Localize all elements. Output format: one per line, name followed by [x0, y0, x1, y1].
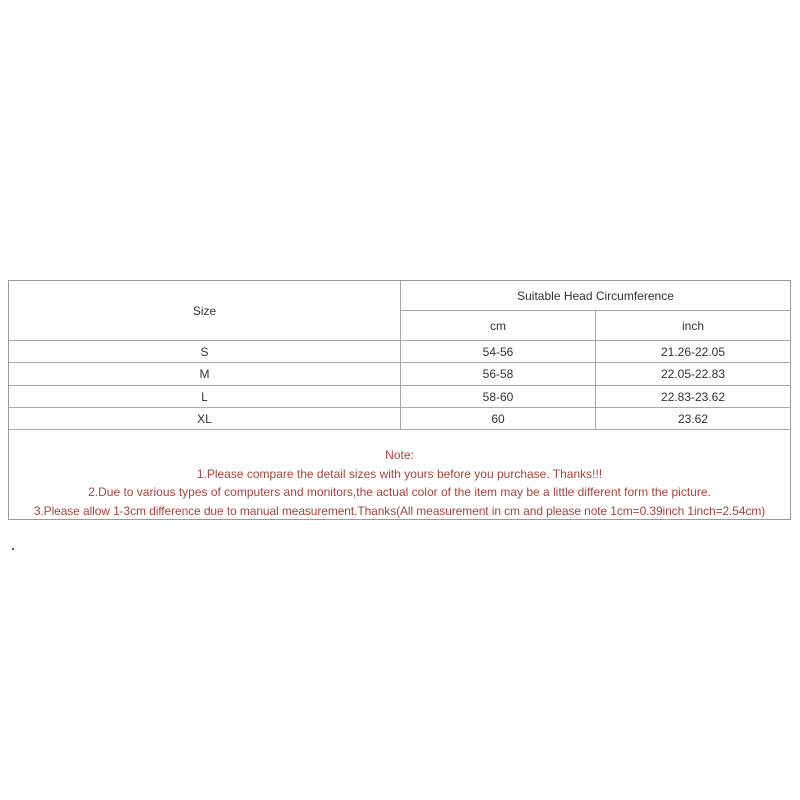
cell-inch: 22.05-22.83	[660, 367, 726, 381]
note-title: Note:	[385, 448, 414, 462]
cell-size: S	[200, 344, 209, 359]
cell-cm: 58-60	[482, 389, 514, 404]
cell-cm: 54-56	[482, 344, 514, 359]
cell-size: XL	[197, 411, 212, 426]
note-line: 2.Due to various types of computers and monitors,the actual color of the item may be a little different form the picture.	[88, 485, 711, 499]
note-line: 3.Please allow 1-3cm difference due to manual measurement.Thanks(All measurement in cm and please note 1cm=0.39inch 1inch=2.54cm)	[33, 503, 766, 518]
header-cm: cm	[490, 318, 506, 333]
header-head-circumference: Suitable Head Circumference	[517, 288, 674, 303]
cell-size: L	[201, 389, 208, 404]
cell-cm: 60	[491, 411, 505, 426]
cell-cm: 56-58	[482, 367, 514, 381]
size-chart	[8, 280, 791, 520]
notes-section	[9, 446, 790, 520]
note-line: 1.Please compare the detail sizes with yours before you purchase. Thanks!!!	[196, 466, 603, 481]
cell-inch: 23.62	[677, 411, 709, 426]
header-size: Size	[192, 303, 217, 318]
cell-inch: 22.83-23.62	[660, 389, 726, 404]
header-inch: inch	[681, 318, 704, 333]
cell-inch: 21.26-22.05	[660, 344, 726, 359]
cell-size: M	[199, 367, 210, 381]
stray-dot	[12, 548, 14, 550]
